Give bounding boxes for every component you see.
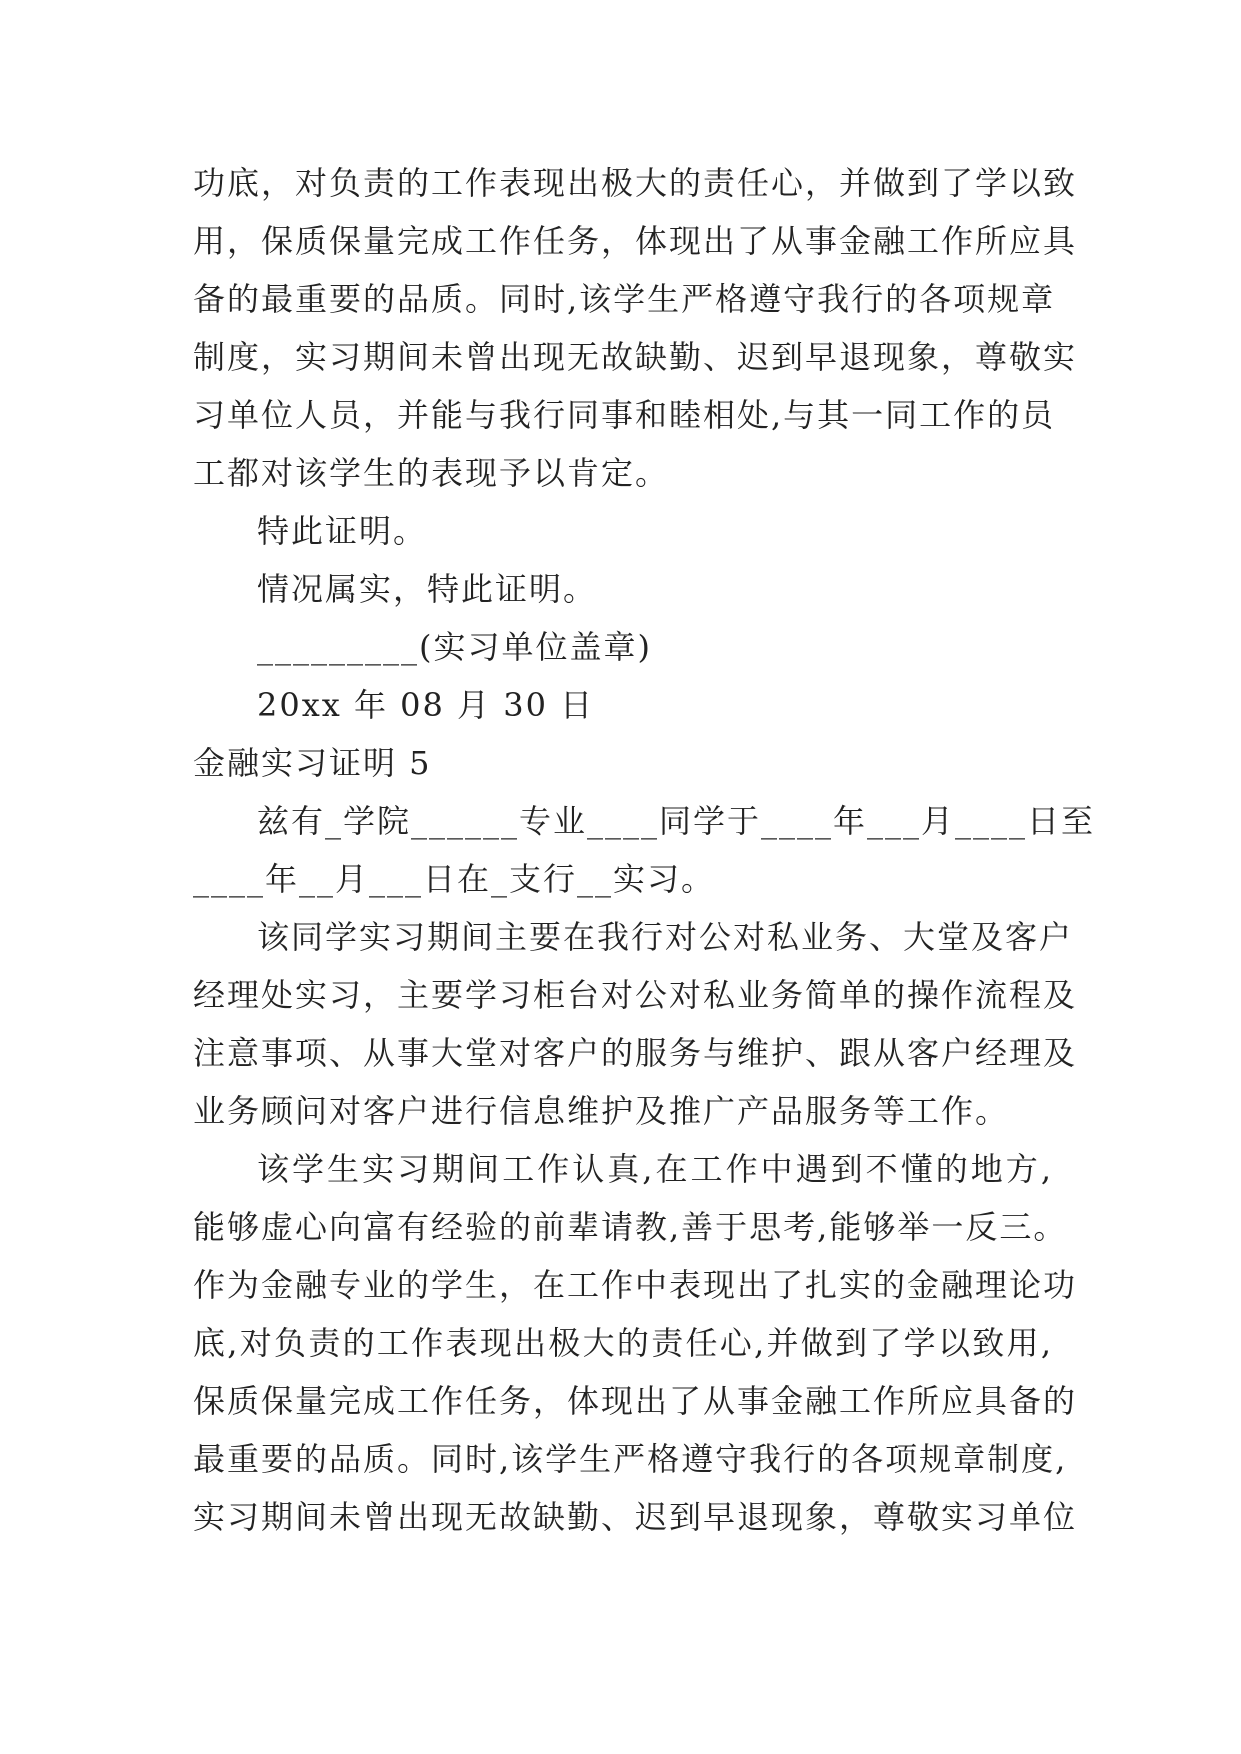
body-text-line: 保质保量完成工作任务，体现出了从事金融工作所应具备的 (193, 1382, 1078, 1420)
certification-statement: 特此证明。 (257, 512, 428, 550)
section-title: 金融实习证明 5 (193, 744, 432, 782)
body-text-line: 兹有_学院______专业____同学于____年___月____日至 (257, 802, 1096, 840)
body-text-line: 经理处实习，主要学习柜台对公对私业务简单的操作流程及 (193, 976, 1078, 1014)
body-text-line: ____年__月___日在_支行__实习。 (193, 860, 716, 898)
body-text-line: 能够虚心向富有经验的前辈请教,善于思考,能够举一反三。 (193, 1208, 1068, 1246)
body-text-line: 业务顾问对客户进行信息维护及推广产品服务等工作。 (193, 1092, 1010, 1130)
body-text-line: 底,对负责的工作表现出极大的责任心,并做到了学以致用, (193, 1324, 1053, 1362)
date-line: 20xx 年 08 月 30 日 (257, 686, 595, 724)
body-text-line: 功底，对负责的工作表现出极大的责任心，并做到了学以致 (193, 164, 1078, 202)
body-text-line: 最重要的品质。同时,该学生严格遵守我行的各项规章制度, (193, 1440, 1068, 1478)
body-text-line: 工都对该学生的表现予以肯定。 (193, 454, 670, 492)
body-text-line: 用，保质保量完成工作任务，体现出了从事金融工作所应具 (193, 222, 1078, 260)
body-text-line: 注意事项、从事大堂对客户的服务与维护、跟从客户经理及 (193, 1034, 1078, 1072)
body-text-line: 实习期间未曾出现无故缺勤、迟到早退现象，尊敬实习单位 (193, 1498, 1078, 1536)
body-text-line: 该学生实习期间工作认真,在工作中遇到不懂的地方, (257, 1150, 1053, 1188)
body-text-line: 该同学实习期间主要在我行对公对私业务、大堂及客户 (257, 918, 1074, 956)
body-text-line: 作为金融专业的学生，在工作中表现出了扎实的金融理论功 (193, 1266, 1078, 1304)
seal-line: _________(实习单位盖章) (257, 628, 652, 666)
body-text-line: 备的最重要的品质。同时,该学生严格遵守我行的各项规章 (193, 280, 1056, 318)
body-text-line: 习单位人员，并能与我行同事和睦相处,与其一同工作的员 (193, 396, 1056, 434)
body-text-line: 制度，实习期间未曾出现无故缺勤、迟到早退现象，尊敬实 (193, 338, 1078, 376)
certification-statement: 情况属实，特此证明。 (257, 570, 598, 608)
